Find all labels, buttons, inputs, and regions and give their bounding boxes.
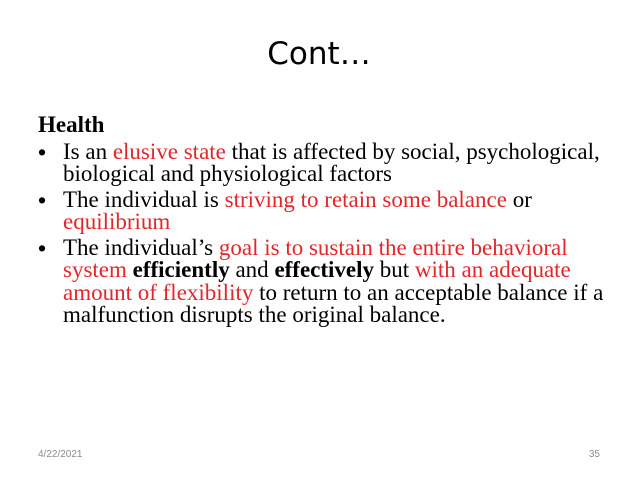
bullet-glyph: • <box>38 234 47 261</box>
slide-content <box>38 114 618 330</box>
bullet-item <box>38 234 618 327</box>
slide-number: 35 <box>588 449 600 460</box>
bullet-text-segment: The individual is <box>63 186 225 212</box>
highlighted-phrase: striving to retain some balance <box>224 186 507 212</box>
section-heading: Health <box>38 112 105 137</box>
bullet-text-segment: Is an <box>63 138 113 164</box>
bullet-text-segment: but <box>374 257 415 282</box>
bullet-item <box>38 138 618 186</box>
bullet-text-segment: to return to an acceptable balance if a malfunction disrupts the original balance. <box>63 279 604 327</box>
bullet-text-segment: or <box>506 186 532 212</box>
footer-date: 4/22/2021 <box>38 449 83 460</box>
highlighted-phrase: with an adequate amount of flexibility <box>63 257 571 305</box>
bullet-list <box>38 138 618 327</box>
bullet-glyph: • <box>38 186 47 213</box>
bullet-text-segment: and <box>229 257 275 282</box>
bullet-glyph: • <box>38 138 47 165</box>
slide-title: Cont… <box>267 36 371 72</box>
bullet-item <box>38 186 618 234</box>
highlighted-phrase: goal is to sustain the entire behavioral system <box>63 234 568 282</box>
bullet-text-segment: that is affected by social, psychological, biological and physiological factors <box>63 138 600 186</box>
bold-phrase: efficiently <box>132 257 230 282</box>
bold-phrase: effectively <box>274 257 375 282</box>
highlighted-phrase: equilibrium <box>63 209 171 234</box>
highlighted-phrase: elusive state <box>112 138 226 164</box>
bullet-text-segment: The individual’s <box>63 234 219 260</box>
